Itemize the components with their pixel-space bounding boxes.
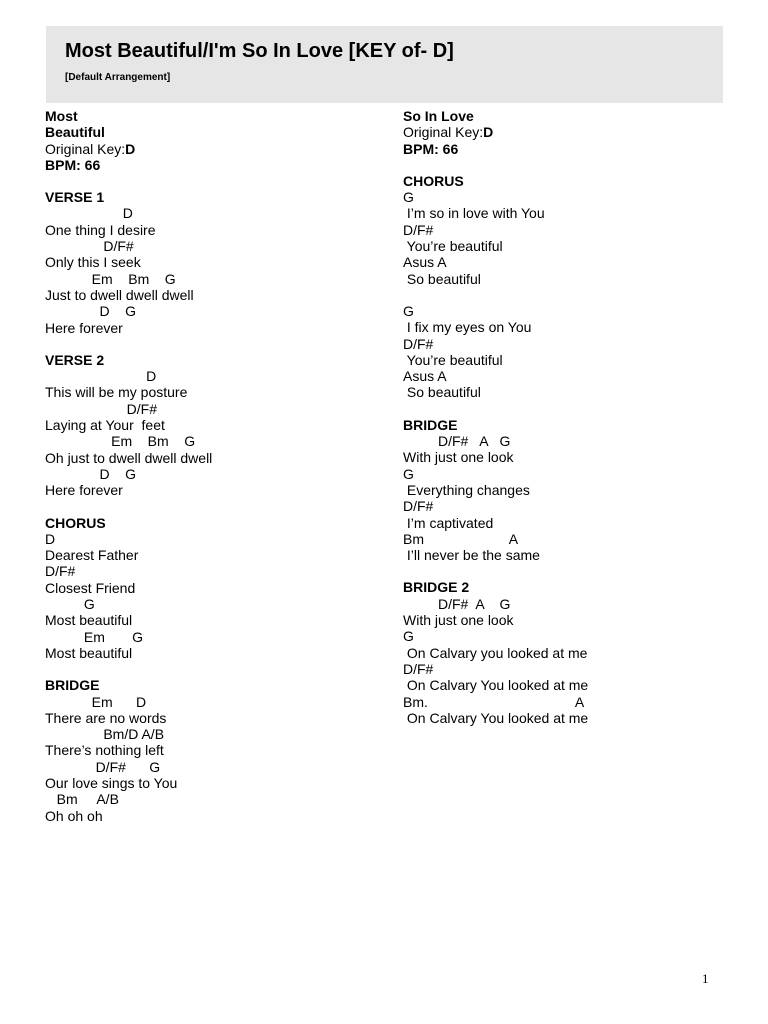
original-key-value: D	[125, 140, 136, 157]
original-key	[403, 124, 723, 140]
chord-line: Bm A	[403, 530, 519, 547]
chord-line: D/F#	[403, 335, 434, 352]
section-heading: VERSE 2	[45, 351, 105, 368]
lyric-line: On Calvary You looked at me	[403, 709, 589, 726]
chord-line: G	[403, 465, 414, 482]
chord-line: D	[45, 368, 157, 385]
lyric-line: Just to dwell dwell dwell	[45, 286, 194, 303]
chord-line: D/F# G	[45, 758, 161, 775]
section-heading: BRIDGE 2	[403, 579, 470, 596]
chord-line: G	[403, 189, 414, 206]
lyric-line: There’s nothing left	[45, 742, 164, 759]
lyric-line: There are no words	[45, 709, 167, 726]
lyric-line: Oh just to dwell dwell dwell	[45, 449, 213, 466]
chord-line: Em Bm G	[45, 433, 196, 450]
arrangement-label: [Default Arrangement]	[65, 72, 171, 83]
chord-line: D	[45, 530, 56, 547]
lyric-line: Everything changes	[403, 481, 530, 498]
lyric-line: So beautiful	[403, 384, 481, 401]
lyric-line: Closest Friend	[45, 579, 136, 596]
lyric-line: On Calvary You looked at me	[403, 677, 589, 694]
section-heading: VERSE 1	[45, 189, 105, 206]
chord-line: D/F# A G	[403, 595, 511, 612]
chord-line: D	[45, 205, 133, 222]
lyric-line: Most beautiful	[45, 644, 133, 661]
section-heading: CHORUS	[403, 172, 464, 189]
lyric-line: With just one look	[403, 449, 514, 466]
chord-line: Bm/D A/B	[45, 726, 165, 743]
chord-line: D/F# A G	[403, 433, 511, 450]
chord-line: D/F#	[403, 660, 434, 677]
lyric-line: You’re beautiful	[403, 238, 503, 255]
right-column	[403, 108, 723, 726]
section-heading: BRIDGE	[403, 416, 458, 433]
lyric-line: You’re beautiful	[403, 351, 503, 368]
song-title-line-1: Most	[45, 108, 78, 124]
chord-line: D/F#	[403, 221, 434, 238]
lyric-line: On Calvary you looked at me	[403, 644, 588, 661]
lyric-line: Here forever	[45, 319, 123, 336]
lyric-line: Laying at Your feet	[45, 417, 165, 434]
lyric-line: One thing I desire	[45, 221, 156, 238]
bpm: BPM: 66	[45, 156, 101, 173]
section-heading: BRIDGE	[45, 677, 100, 694]
chord-line: Em G	[45, 628, 144, 645]
chord-line: D/F#	[45, 400, 158, 417]
original-key-value: D	[483, 124, 494, 141]
page-number: 1	[702, 971, 709, 986]
bpm: BPM: 66	[403, 140, 459, 157]
chord-line: G	[403, 302, 414, 319]
chord-line: Bm A/B	[45, 791, 119, 808]
chord-line: D/F#	[45, 563, 76, 580]
lyric-line: Dearest Father	[45, 547, 139, 564]
lyric-line: So beautiful	[403, 270, 481, 287]
page-title: Most Beautiful/I'm So In Love [KEY of- D]	[65, 40, 454, 62]
chord-line: D/F#	[45, 238, 134, 255]
left-column	[45, 108, 375, 824]
chord-line: Asus A	[403, 254, 447, 271]
chord-line: G	[45, 596, 95, 613]
chord-line: D G	[45, 303, 137, 320]
lyric-line: Only this I seek	[45, 254, 141, 271]
original-key	[45, 141, 375, 157]
lyric-line: I’m captivated	[403, 514, 494, 531]
chord-line: Em Bm G	[45, 270, 176, 287]
lyric-line: Our love sings to You	[45, 774, 178, 791]
header-band	[46, 26, 723, 103]
lyric-line: This will be my posture	[45, 384, 188, 401]
lyric-line: Most beautiful	[45, 612, 133, 629]
lyric-line: Here forever	[45, 482, 123, 499]
lyric-line: Oh oh oh	[45, 807, 103, 824]
original-key-label: Original Key:	[45, 140, 126, 157]
chord-line: D/F#	[403, 498, 434, 515]
section-heading: CHORUS	[45, 514, 106, 531]
lyric-line: I’m so in love with You	[403, 205, 545, 222]
chord-line: G	[403, 628, 414, 645]
chord-line: Asus A	[403, 368, 447, 385]
lyric-line: I fix my eyes on You	[403, 319, 532, 336]
lyric-line: With just one look	[403, 612, 514, 629]
chord-line: Bm. A	[403, 693, 585, 710]
song-title-line-2: Beautiful	[45, 124, 105, 141]
chord-line: D G	[45, 465, 137, 482]
song-title: So In Love	[403, 108, 474, 124]
chord-line: Em D	[45, 693, 147, 710]
original-key-label: Original Key:	[403, 124, 484, 141]
lyric-line: I’ll never be the same	[403, 547, 540, 564]
